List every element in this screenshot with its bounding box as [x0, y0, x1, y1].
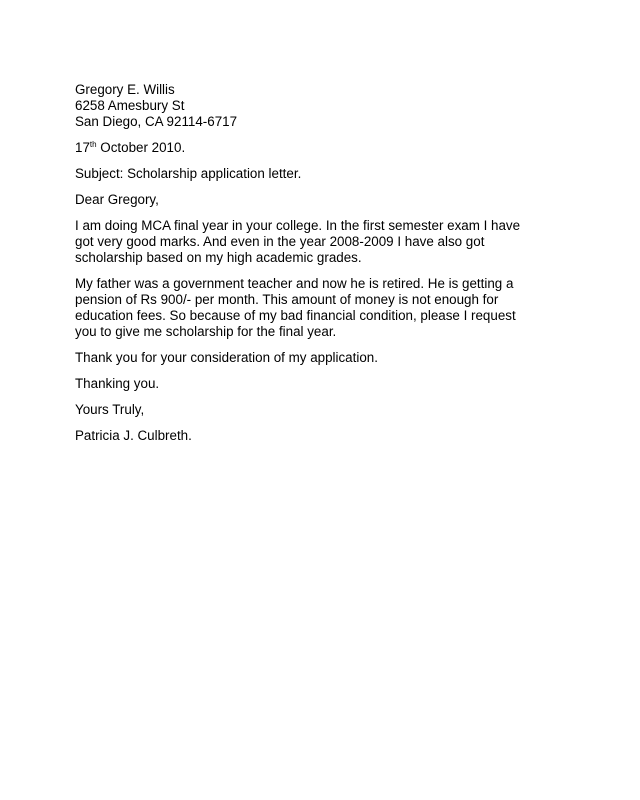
closing-valediction: Yours Truly, — [75, 402, 145, 417]
closing-thanks: Thanking you. — [75, 376, 160, 391]
paragraph-line: scholarship based on my high academic grades. — [75, 250, 362, 265]
letter-date — [75, 140, 575, 156]
paragraph-line: got very good marks. And even in the year 2008-2009 I have also got — [75, 234, 485, 249]
letter-body — [75, 82, 575, 454]
sender-street: 6258 Amesbury St — [75, 98, 185, 113]
paragraph-2 — [75, 276, 575, 340]
date-rest: October 2010. — [96, 140, 186, 155]
sender-city: San Diego, CA 92114-6717 — [75, 114, 238, 129]
salutation: Dear Gregory, — [75, 192, 159, 207]
subject-line: Subject: Scholarship application letter. — [75, 166, 302, 181]
paragraph-3: Thank you for your consideration of my application. — [75, 350, 378, 365]
paragraph-line: education fees. So because of my bad financial condition, please I request — [75, 308, 516, 323]
paragraph-1 — [75, 218, 575, 266]
sender-name: Gregory E. Willis — [75, 82, 175, 97]
paragraph-line: I am doing MCA final year in your college. In the first semester exam I have — [75, 218, 521, 233]
signature-name: Patricia J. Culbreth. — [75, 428, 192, 443]
paragraph-line: My father was a government teacher and now he is retired. He is getting a — [75, 276, 514, 291]
sender-address — [75, 82, 575, 130]
date-day: 17 — [75, 140, 90, 155]
paragraph-line: you to give me scholarship for the final year. — [75, 324, 337, 339]
date-suffix: th — [89, 140, 97, 149]
paragraph-line: pension of Rs 900/- per month. This amount of money is not enough for — [75, 292, 499, 307]
